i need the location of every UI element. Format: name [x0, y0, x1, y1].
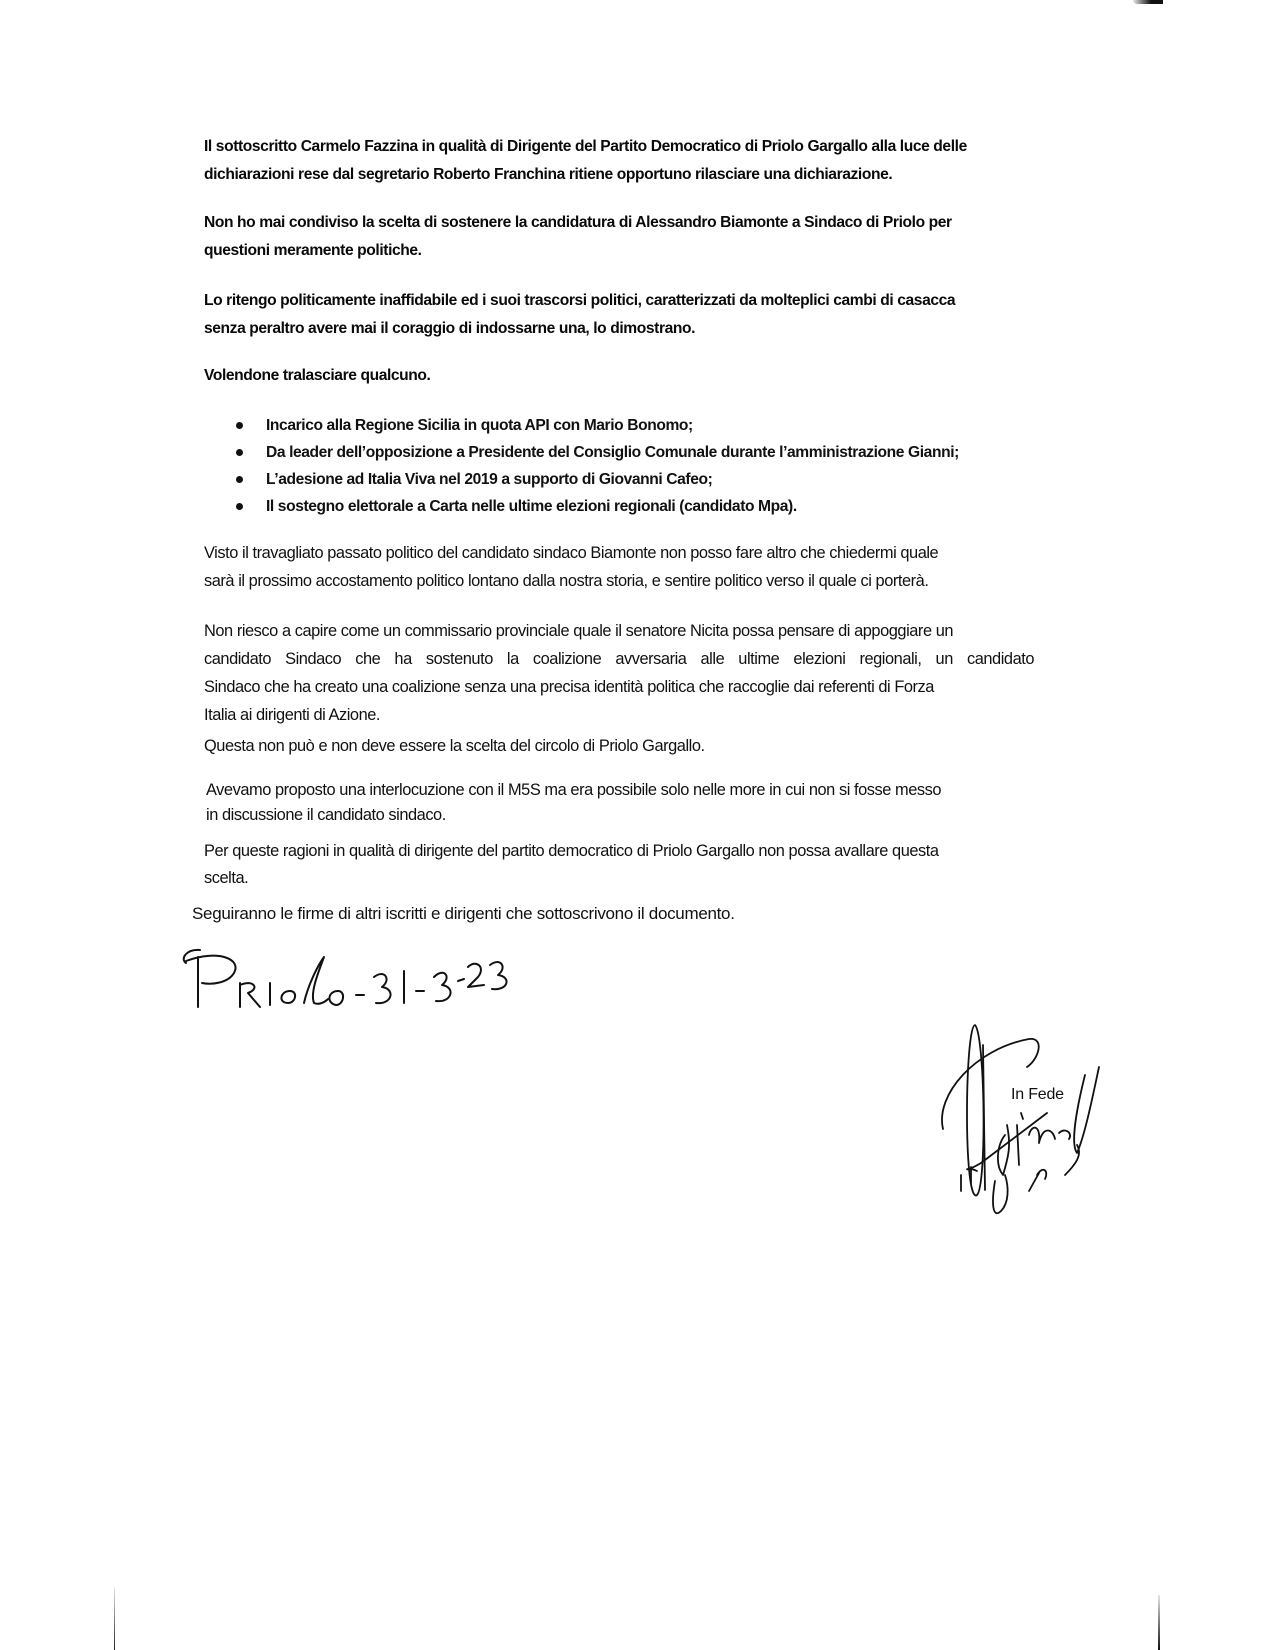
text-line: senza peraltro avere mai il coraggio di indossarne una, lo dimostrano. [204, 320, 696, 337]
text-line: Italia ai dirigenti di Azione. [204, 706, 381, 724]
paragraph-signatures-follow [192, 900, 1072, 928]
list-item [236, 466, 1076, 493]
text-line: in discussione il candidato sindaco. [206, 806, 446, 824]
text-line: scelta. [204, 869, 249, 887]
paragraph-reasons [204, 838, 1084, 892]
text-line: Non ho mai condiviso la scelta di sostenere la candidatura di Alessandro Biamonte a Sindaco di Priolo per [204, 214, 952, 231]
closing-in-fede: In Fede [1011, 1086, 1064, 1103]
list-item-text: Il sostegno elettorale a Carta nelle ultime elezioni regionali (candidato Mpa). [266, 498, 797, 515]
text-line: Il sottoscritto Carmelo Fazzina in qualità di Dirigente del Partito Democratico di Priolo Gargallo alla luce delle [204, 138, 967, 155]
text-line: dichiarazioni rese dal segretario Roberto Franchina ritiene opportuno rilasciare una dichiarazione. [204, 166, 893, 183]
text-line: candidato Sindaco che ha sostenuto la coalizione avversaria alle ultime elezioni regionali, un candidato [204, 650, 1034, 668]
paragraph-troubled-past [204, 539, 1084, 595]
text-line: Seguiranno le firme di altri iscritti e dirigenti che sottoscrivono il documento. [192, 904, 735, 923]
paragraph-unreliable [204, 287, 1084, 343]
text-line: Questa non può e non deve essere la scelta del circolo di Priolo Gargallo. [204, 737, 705, 755]
bullet-icon [236, 503, 243, 510]
text-line: sarà il prossimo accostamento politico lontano dalla nostra storia, e sentire politico verso il quale ci porterà. [204, 572, 929, 590]
paragraph-intro [204, 133, 1084, 189]
list-item-text: L’adesione ad Italia Viva nel 2019 a supporto di Giovanni Cafeo; [266, 471, 713, 488]
political-history-list [236, 412, 1076, 520]
paragraph-m5s [206, 778, 1086, 828]
text-line: Visto il travagliato passato politico del candidato sindaco Biamonte non posso fare altro che chiedermi quale [204, 544, 939, 562]
scan-edge-artifact-left [114, 1587, 115, 1650]
list-item [236, 412, 1076, 439]
list-item [236, 493, 1076, 520]
handwritten-date [178, 945, 518, 1025]
text-line: Volendone tralasciare qualcuno. [204, 367, 431, 384]
bullet-icon [236, 422, 243, 429]
text-line: Sindaco che ha creato una coalizione senza una precisa identità politica che raccoglie dai referenti di Forza [204, 678, 934, 696]
list-item-text: Da leader dell’opposizione a Presidente del Consiglio Comunale durante l’amministrazione Gianni; [266, 444, 959, 461]
list-item-text: Incarico alla Regione Sicilia in quota API con Mario Bonomo; [266, 417, 693, 434]
bullet-icon [236, 476, 243, 483]
bullet-icon [236, 449, 243, 456]
paragraph-disagreement [204, 209, 1084, 265]
signature [935, 1015, 1135, 1225]
text-line: Lo ritengo politicamente inaffidabile ed i suoi trascorsi politici, caratterizzati da molteplici cambi di casacca [204, 292, 956, 309]
text-line: Non riesco a capire come un commissario provinciale quale il senatore Nicita possa pensare di appoggiare un [204, 622, 954, 640]
paragraph-not-the-choice [204, 732, 1084, 760]
paragraph-commissioner [204, 617, 1034, 729]
scan-edge-artifact-top [1133, 0, 1163, 4]
scan-edge-artifact-right [1158, 1595, 1160, 1650]
paragraph-omitting [204, 362, 1084, 390]
list-item [236, 439, 1076, 466]
text-line: Avevamo proposto una interlocuzione con il M5S ma era possibile solo nelle more in cui non si fosse messo [206, 781, 942, 799]
text-line: Per queste ragioni in qualità di dirigente del partito democratico di Priolo Gargallo non possa avallare questa [204, 842, 939, 860]
text-line: questioni meramente politiche. [204, 242, 422, 259]
